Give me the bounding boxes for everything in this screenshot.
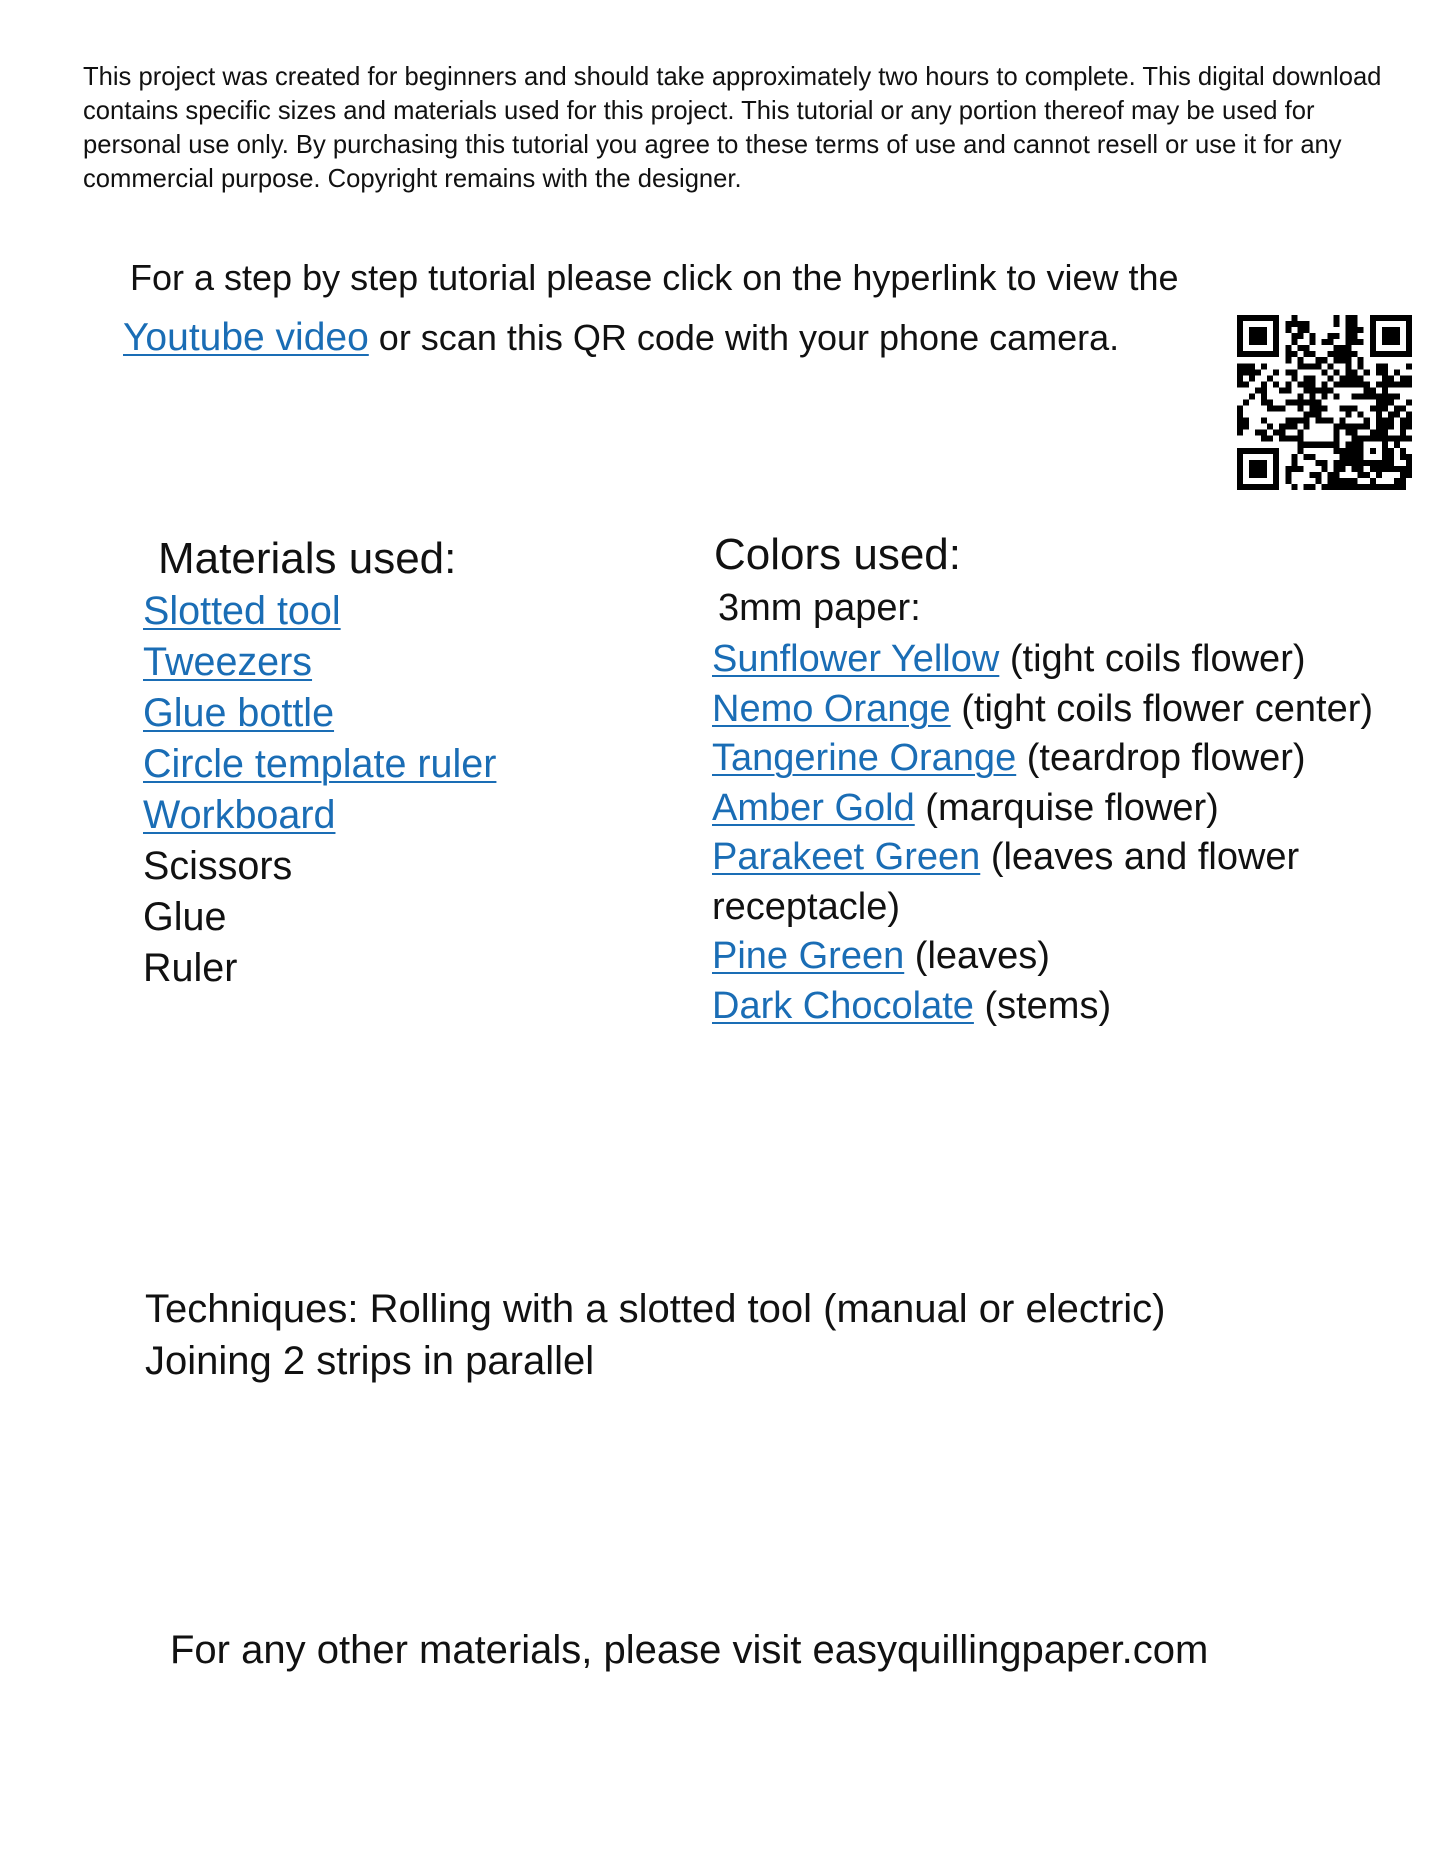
material-item[interactable] [143, 637, 496, 688]
color-note: (teardrop flower) [1016, 737, 1306, 779]
color-link[interactable]: Parakeet Green [712, 836, 981, 878]
material-link[interactable]: Tweezers [143, 640, 313, 684]
material-item [143, 943, 496, 994]
color-note: (leaves) [904, 935, 1050, 977]
colors-subheading: 3mm paper: [718, 587, 921, 629]
color-item [712, 982, 1412, 1032]
color-item [712, 833, 1412, 932]
material-link[interactable]: Slotted tool [143, 589, 341, 633]
materials-list [143, 586, 496, 994]
disclaimer-text: This project was created for beginners and should take approximately two hours to complete. This digital download contains specific sizes and materials used for this project. This tutorial or any portion thereof may be used for personal use only. By purchasing this tutorial you agree to these terms of use and cannot resell or use it for any commercial purpose. Copyright remains with the designer. [83, 63, 1382, 193]
color-note: (marquise flower) [914, 786, 1219, 829]
material-item[interactable] [143, 688, 496, 739]
colors-list [712, 635, 1412, 1031]
color-link[interactable]: Sunflower Yellow [712, 638, 1000, 680]
color-link[interactable]: Dark Chocolate [712, 984, 974, 1027]
techniques-line-2: Joining 2 strips in parallel [145, 1339, 595, 1383]
youtube-video-link[interactable]: Youtube video [123, 316, 369, 359]
techniques-line-1: Techniques: Rolling with a slotted tool (manual or electric) [145, 1287, 1166, 1331]
material-link[interactable]: Workboard [143, 793, 336, 837]
material-item [143, 841, 496, 892]
color-item [712, 635, 1412, 685]
techniques [145, 1283, 1166, 1387]
color-item [712, 685, 1412, 735]
material-label: Scissors [143, 844, 293, 888]
material-item[interactable] [143, 586, 496, 637]
material-item [143, 892, 496, 943]
color-note: (leaves and flower receptacle) [712, 836, 1300, 928]
qr-code-icon [1237, 315, 1412, 490]
tutorial-intro: For a step by step tutorial please click on the hyperlink to view the [130, 257, 1179, 298]
footer-text: For any other materials, please visit easyquillingpaper.com [170, 1628, 1209, 1672]
material-link[interactable]: Circle template ruler [143, 742, 497, 786]
color-item [712, 932, 1412, 982]
material-item[interactable] [143, 739, 496, 790]
color-item [712, 784, 1412, 834]
color-link[interactable]: Tangerine Orange [712, 737, 1017, 779]
color-note: (tight coils flower) [999, 638, 1306, 680]
material-label: Glue [143, 895, 227, 939]
color-link[interactable]: Nemo Orange [712, 687, 951, 730]
material-link[interactable]: Glue bottle [143, 691, 335, 735]
color-item [712, 734, 1412, 784]
color-link[interactable]: Amber Gold [712, 786, 915, 829]
material-item[interactable] [143, 790, 496, 841]
color-link[interactable]: Pine Green [712, 935, 905, 977]
tutorial-line-2 [123, 316, 1119, 360]
tutorial-qr-text: or scan this QR code with your phone camera. [368, 317, 1120, 358]
colors-heading: Colors used: [714, 530, 962, 579]
material-label: Ruler [143, 946, 238, 990]
color-note: (tight coils flower center) [950, 687, 1374, 730]
materials-heading: Materials used: [158, 534, 457, 583]
color-note: (stems) [973, 984, 1112, 1027]
